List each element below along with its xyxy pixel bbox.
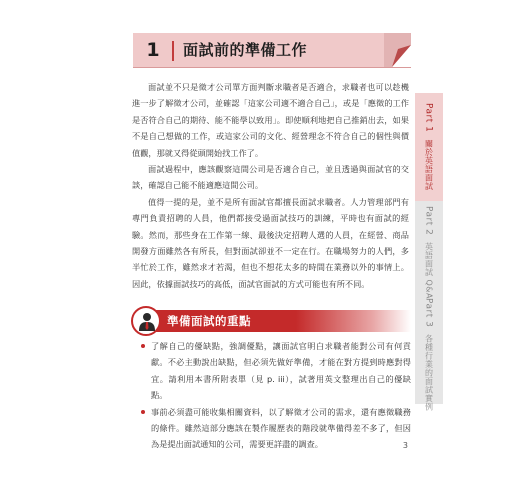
- tab-part-number: Part 2: [423, 206, 434, 236]
- page-fold-icon: [384, 33, 411, 67]
- tab-part-number: Part 3: [423, 297, 434, 327]
- tab-part-number: Part 1: [423, 103, 434, 133]
- list-item: [141, 338, 411, 404]
- page-number: 3: [402, 441, 408, 450]
- chapter-divider: [172, 41, 174, 61]
- tab-label: 關於英語面試: [424, 139, 434, 191]
- list-item-text: 了解自己的優缺點，強調優點，讓面試官明白求職者能對公司有何貢獻。不必主動說出缺點，但必須先做好準備，才能在對方提到時應對得宜。請利用本書所附表單（見 p. iii），試著用英文整理出自己的優缺點。: [151, 341, 411, 401]
- section-banner: [131, 306, 411, 336]
- chapter-title: 面試前的準備工作: [183, 41, 308, 59]
- body-text: [132, 79, 409, 292]
- person-icon: [138, 312, 156, 332]
- bullet-list: [141, 338, 411, 453]
- tab-label: 英語面試 Q&A: [424, 242, 434, 299]
- tab-label: 各種行業的面試實例: [424, 333, 434, 411]
- side-tab-part-1[interactable]: [415, 93, 443, 201]
- section-icon-badge: [131, 306, 161, 336]
- side-tab-part-2[interactable]: [415, 201, 443, 304]
- body-paragraph: 面試過程中，應該觀察這間公司是否適合自己，並且透過與面試官的交談，確認自己能不能適應這間公司。: [132, 164, 409, 191]
- body-paragraph: 面試並不只是徵才公司單方面判斷求職者是否適合，求職者也可以趁機進一步了解徵才公司，並確認「這家公司適不適合自己」，或是「應徵的工作是否符合自己的期待、能不能學以致用」。即使順利地把自己推銷出去，如果不是自己想做的工作，或這家公司的文化、經營理念不符合自己的個性與價值觀，那就又得從頭開始找工作了。: [132, 82, 409, 158]
- list-item: [141, 404, 411, 453]
- list-item-text: 事前必須盡可能收集相關資料，以了解徵才公司的需求，還有應徵職務的條件。雖然這部分應該在製作履歷表的階段就準備得差不多了，但因為是提出面試通知的公司，需要更詳盡的調查。: [151, 406, 411, 450]
- body-paragraph: 值得一提的是，並不是所有面試官都擅長面試求職者。人力管理部門有專門負責招聘的人員，他們都接受過面試技巧的訓練，平時也有面試的經驗。然而，那些身在工作第一線、最後決定招聘人選的人員，在經營、商品開發方面雖然各有所長，但對面試卻並不一定在行。在職場努力的人們，多半忙於工作，雖然求才若渴，但也不想花太多的時間在業務以外的事情上。因此，依據面試技巧的高低，面試官面試的方式可能也有所不同。: [132, 196, 409, 289]
- bullet-dot-icon: [141, 344, 145, 348]
- bullet-dot-icon: [141, 410, 145, 414]
- side-tab-part-3[interactable]: [415, 297, 443, 411]
- section-title: 準備面試的重點: [167, 314, 251, 328]
- chapter-number: 1: [146, 39, 160, 61]
